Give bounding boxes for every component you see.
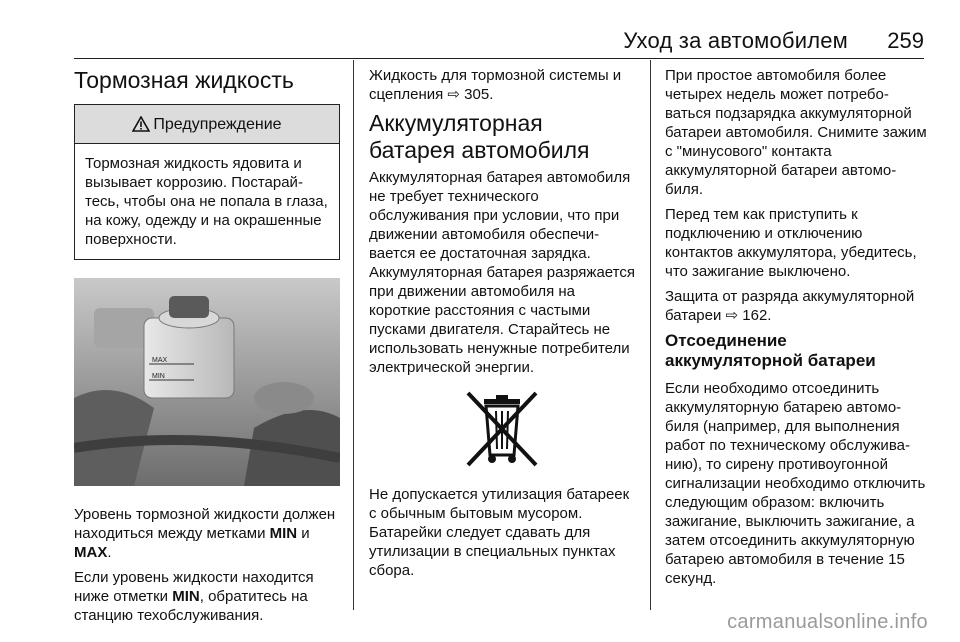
column-right: [665, 60, 927, 594]
column-divider: [650, 60, 651, 610]
max-mark: MAX: [152, 357, 168, 364]
warning-header: [75, 105, 339, 144]
paragraph: Перед тем как приступить к подключению и отключению контактов аккумулятора, убедитесь, что зажигание выключено.: [665, 206, 917, 280]
page-header: [0, 0, 960, 58]
paragraph: [74, 568, 340, 625]
text-run: Уровень тормозной жидкости должен находиться между метками: [74, 506, 336, 542]
min-label: MIN: [269, 525, 298, 542]
text-run: Если уровень жидкости находится ниже отметки: [74, 569, 314, 605]
text-run: и: [297, 525, 310, 542]
page-number: 259: [887, 28, 924, 53]
section-heading: Аккумуляторная батарея автомобиля: [369, 110, 590, 163]
watermark: carmanualsonline.info: [727, 611, 928, 633]
crossed-out-wheelie-bin-icon: [458, 389, 546, 469]
warning-text: Тормозная жидкость ядовита и вызывает коррозию. Постарайтесь, чтобы она не попала в глаза, на кожу, одежду и на окрашенные поверхности.: [85, 155, 328, 248]
paragraph: Аккумуляторная батарея автомобиля не требует технического обслуживания при условии, что при движении автомобиля обеспечивается ее достаточная зарядка. Аккумуляторная батарея разряжается при движении автомобиля на короткие расстояния с частыми пусками двигателя. Старайтесь не использовать ненужные потребители электрической энергии.: [369, 169, 635, 376]
text-run: , обратитесь на станцию техобслуживания.: [74, 588, 308, 624]
column-divider: [353, 60, 354, 610]
text-run: .: [107, 544, 112, 561]
warning-box: [74, 104, 340, 260]
min-mark: MIN: [152, 373, 165, 380]
section-heading: Отсоединение аккумуляторной батареи: [665, 331, 876, 370]
paragraph: Не допускается утилизация батареек с обычным бытовым мусором. Батарейки следует сдавать для утилизации в специальных пунктах сбора.: [369, 486, 630, 579]
paragraph: Если необходимо отсоединить аккумуляторную батарею автомобиля (например, для выполнения работ по техническому обслуживанию), то сирену противоугонной сигнализации необходимо отключить следующим образом: включить зажигание, выключить зажигание, а затем отсоединить аккумуляторную батарею автомобиля в течение 15 секунд.: [665, 380, 926, 587]
max-label: MAX: [74, 544, 108, 561]
section-title: Тормозная жидкость: [74, 67, 294, 93]
paragraph: [74, 505, 340, 562]
paragraph: При простое автомобиля более четырех недель может потребоваться подзарядка аккумуляторной батареи автомобиля. Снимите зажим с "минусового" контакта аккумуляторной батареи автомобиля.: [665, 67, 927, 198]
paragraph: Жидкость для тормозной системы и сцепления ⇨ 305.: [369, 67, 622, 103]
column-left: [74, 60, 340, 631]
column-middle: [369, 60, 635, 586]
warning-triangle-icon: [132, 116, 150, 132]
warning-label: Предупреждение: [153, 115, 282, 133]
running-title: Уход за автомобилем: [623, 28, 848, 53]
header-rule: [74, 58, 924, 59]
paragraph: Защита от разряда аккумуляторной батареи ⇨ 162.: [665, 288, 915, 324]
brake-fluid-reservoir-photo: [74, 278, 340, 486]
min-label: MIN: [172, 588, 200, 605]
